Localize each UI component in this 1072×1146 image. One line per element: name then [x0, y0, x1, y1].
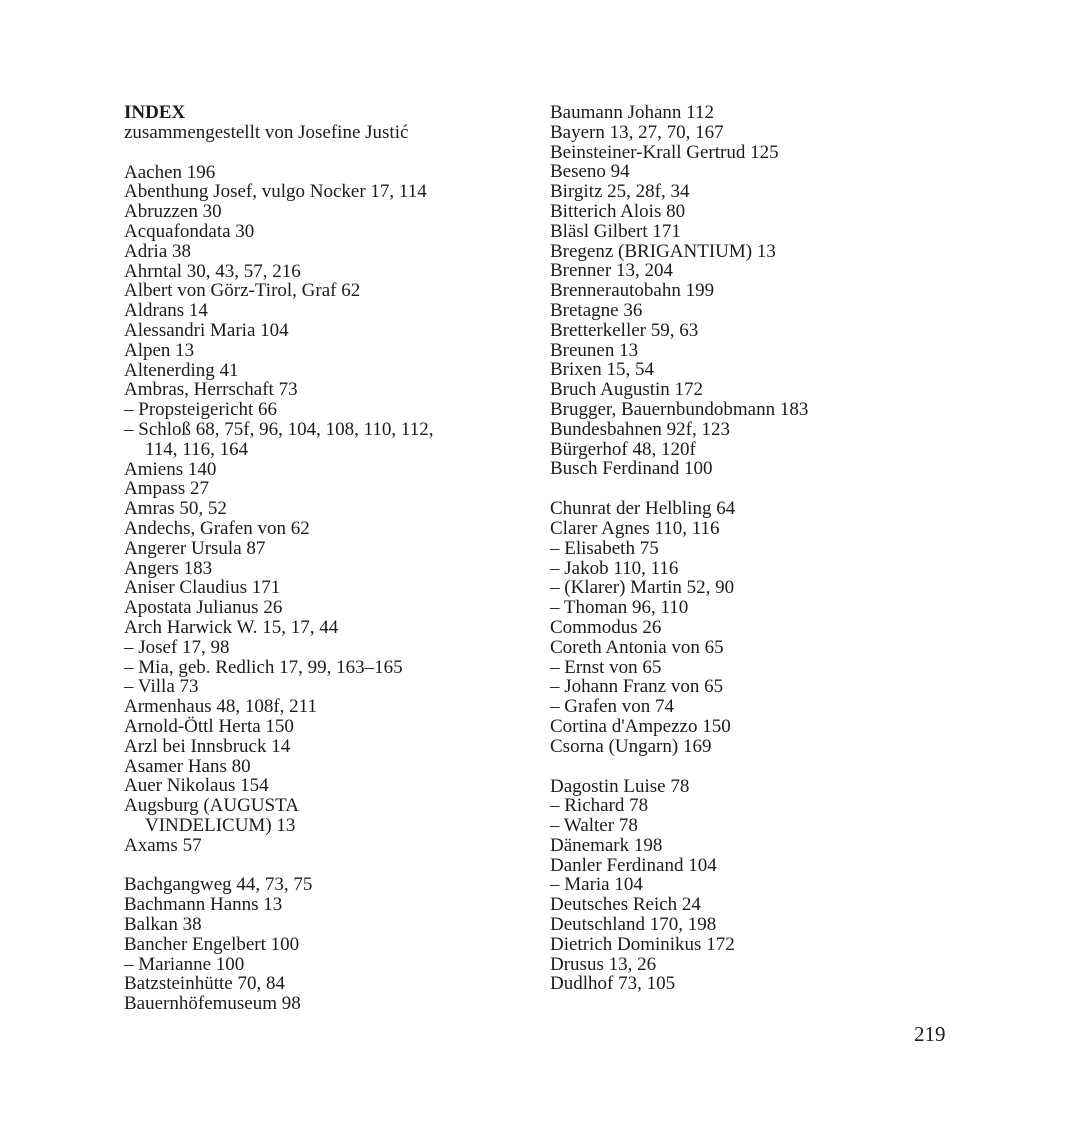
index-entry: Brixen 15, 54	[550, 359, 654, 381]
index-entry: Adria 38	[124, 240, 192, 262]
index-entry: – Elisabeth 75	[550, 537, 659, 559]
section-gap	[124, 143, 524, 163]
index-entry: Bregenz (BRIGANTIUM) 13	[550, 240, 776, 262]
index-entry: – Maria 104	[550, 874, 643, 896]
index-entry: Danler Ferdinand 104	[550, 854, 717, 876]
index-entry: Bayern 13, 27, 70, 167	[550, 121, 724, 143]
index-entry: Augsburg (AUGUSTA	[124, 795, 299, 817]
index-entry: Bläsl Gilbert 171	[550, 220, 681, 242]
section-gap	[124, 855, 524, 875]
index-subtitle: zusammengestellt von Josefine Justić	[124, 121, 409, 143]
index-entry: Deutsches Reich 24	[550, 894, 701, 916]
index-entry: – Marianne 100	[124, 953, 245, 975]
section-gap	[550, 479, 890, 499]
page-number: 219	[914, 1022, 946, 1046]
index-entry: Angers 183	[124, 557, 213, 579]
index-entry: – Thoman 96, 110	[550, 597, 689, 619]
index-entry-continuation: 114, 116, 164	[145, 438, 249, 460]
index-entry: – Johann Franz von 65	[550, 676, 724, 698]
index-column-left	[124, 103, 524, 1014]
index-entry: Baumann Johann 112	[550, 102, 714, 123]
index-entry: Apostata Julianus 26	[124, 597, 283, 619]
index-entry: Bruch Augustin 172	[550, 379, 704, 401]
index-entry: Asamer Hans 80	[124, 755, 251, 777]
index-entry: – Propsteigericht 66	[124, 399, 278, 421]
index-entry: Armenhaus 48, 108f, 211	[124, 696, 317, 718]
section-gap	[550, 757, 890, 777]
index-entry: Andechs, Grafen von 62	[124, 517, 310, 539]
index-entry: – Villa 73	[124, 676, 199, 698]
index-entry: – Ernst von 65	[550, 656, 662, 678]
index-column-right	[550, 103, 890, 994]
index-entry: – (Klarer) Martin 52, 90	[550, 577, 735, 599]
index-entry: Arzl bei Innsbruck 14	[124, 735, 291, 757]
index-entry: Brugger, Bauernbundobmann 183	[550, 398, 809, 420]
index-entry: Bürgerhof 48, 120f	[550, 438, 696, 460]
index-entry: Ampass 27	[124, 478, 209, 500]
index-entry: Drusus 13, 26	[550, 953, 657, 975]
index-entry: – Schloß 68, 75f, 96, 104, 108, 110, 112,	[124, 418, 434, 440]
index-entry: Deutschland 170, 198	[550, 914, 717, 936]
index-entry: Cortina d'Ampezzo 150	[550, 715, 731, 737]
index-entry: Bretagne 36	[550, 299, 643, 321]
index-entry: Batzsteinhütte 70, 84	[124, 973, 285, 995]
index-entry: Ambras, Herrschaft 73	[124, 379, 298, 401]
index-entry: Aniser Claudius 171	[124, 577, 281, 599]
index-entry: Altenerding 41	[124, 359, 239, 381]
index-entry: Bachmann Hanns 13	[124, 894, 283, 916]
index-heading: INDEX	[124, 102, 186, 123]
index-entry: Abruzzen 30	[124, 201, 222, 223]
index-entry: Breunen 13	[550, 339, 639, 361]
index-entry: Bundesbahnen 92f, 123	[550, 418, 730, 440]
index-entry: Birgitz 25, 28f, 34	[550, 181, 690, 203]
index-entry: Aachen 196	[124, 161, 216, 183]
index-entry: Bauernhöfemuseum 98	[124, 993, 301, 1015]
index-entry: Chunrat der Helbling 64	[550, 498, 736, 520]
index-entry: Acquafondata 30	[124, 220, 255, 242]
index-entry: – Jakob 110, 116	[550, 557, 679, 579]
index-entry: Alessandri Maria 104	[124, 319, 289, 341]
index-entry: Beseno 94	[550, 161, 630, 183]
index-entry: Aldrans 14	[124, 300, 208, 322]
index-entry: – Mia, geb. Redlich 17, 99, 163–165	[124, 656, 403, 678]
index-entry: Arch Harwick W. 15, 17, 44	[124, 616, 339, 638]
index-entry: Abenthung Josef, vulgo Nocker 17, 114	[124, 181, 427, 203]
index-entry: – Grafen von 74	[550, 696, 674, 718]
index-entry: Balkan 38	[124, 914, 202, 936]
index-entry: Ahrntal 30, 43, 57, 216	[124, 260, 301, 282]
index-entry: – Josef 17, 98	[124, 636, 230, 658]
index-entry: – Richard 78	[550, 795, 649, 817]
index-entry: Csorna (Ungarn) 169	[550, 735, 712, 757]
index-entry: Bitterich Alois 80	[550, 200, 686, 222]
index-entry: Bancher Engelbert 100	[124, 933, 300, 955]
index-entry: Amras 50, 52	[124, 498, 227, 520]
index-entry: Alpen 13	[124, 339, 195, 361]
index-entry: Busch Ferdinand 100	[550, 458, 713, 480]
index-entry: Amiens 140	[124, 458, 217, 480]
index-entry: Dagostin Luise 78	[550, 775, 690, 797]
index-entry: Dudlhof 73, 105	[550, 973, 676, 995]
index-entry: Brenner 13, 204	[550, 260, 673, 282]
index-entry-continuation: VINDELICUM) 13	[145, 814, 296, 836]
index-entry: Beinsteiner-Krall Gertrud 125	[550, 141, 779, 163]
index-entry: Angerer Ursula 87	[124, 537, 266, 559]
index-entry: Bretterkeller 59, 63	[550, 319, 699, 341]
index-entry: Dietrich Dominikus 172	[550, 933, 735, 955]
index-entry: Axams 57	[124, 834, 202, 856]
index-entry: Commodus 26	[550, 616, 662, 638]
index-entry: Brennerautobahn 199	[550, 280, 715, 302]
index-entry: Bachgangweg 44, 73, 75	[124, 874, 313, 896]
index-entry: Albert von Görz-Tirol, Graf 62	[124, 280, 361, 302]
index-entry: Arnold-Öttl Herta 150	[124, 715, 294, 737]
index-entry: Auer Nikolaus 154	[124, 775, 269, 797]
index-entry: Dänemark 198	[550, 834, 663, 856]
index-entry: Coreth Antonia von 65	[550, 636, 724, 658]
index-entry: Clarer Agnes 110, 116	[550, 517, 720, 539]
index-entry: – Walter 78	[550, 815, 638, 837]
